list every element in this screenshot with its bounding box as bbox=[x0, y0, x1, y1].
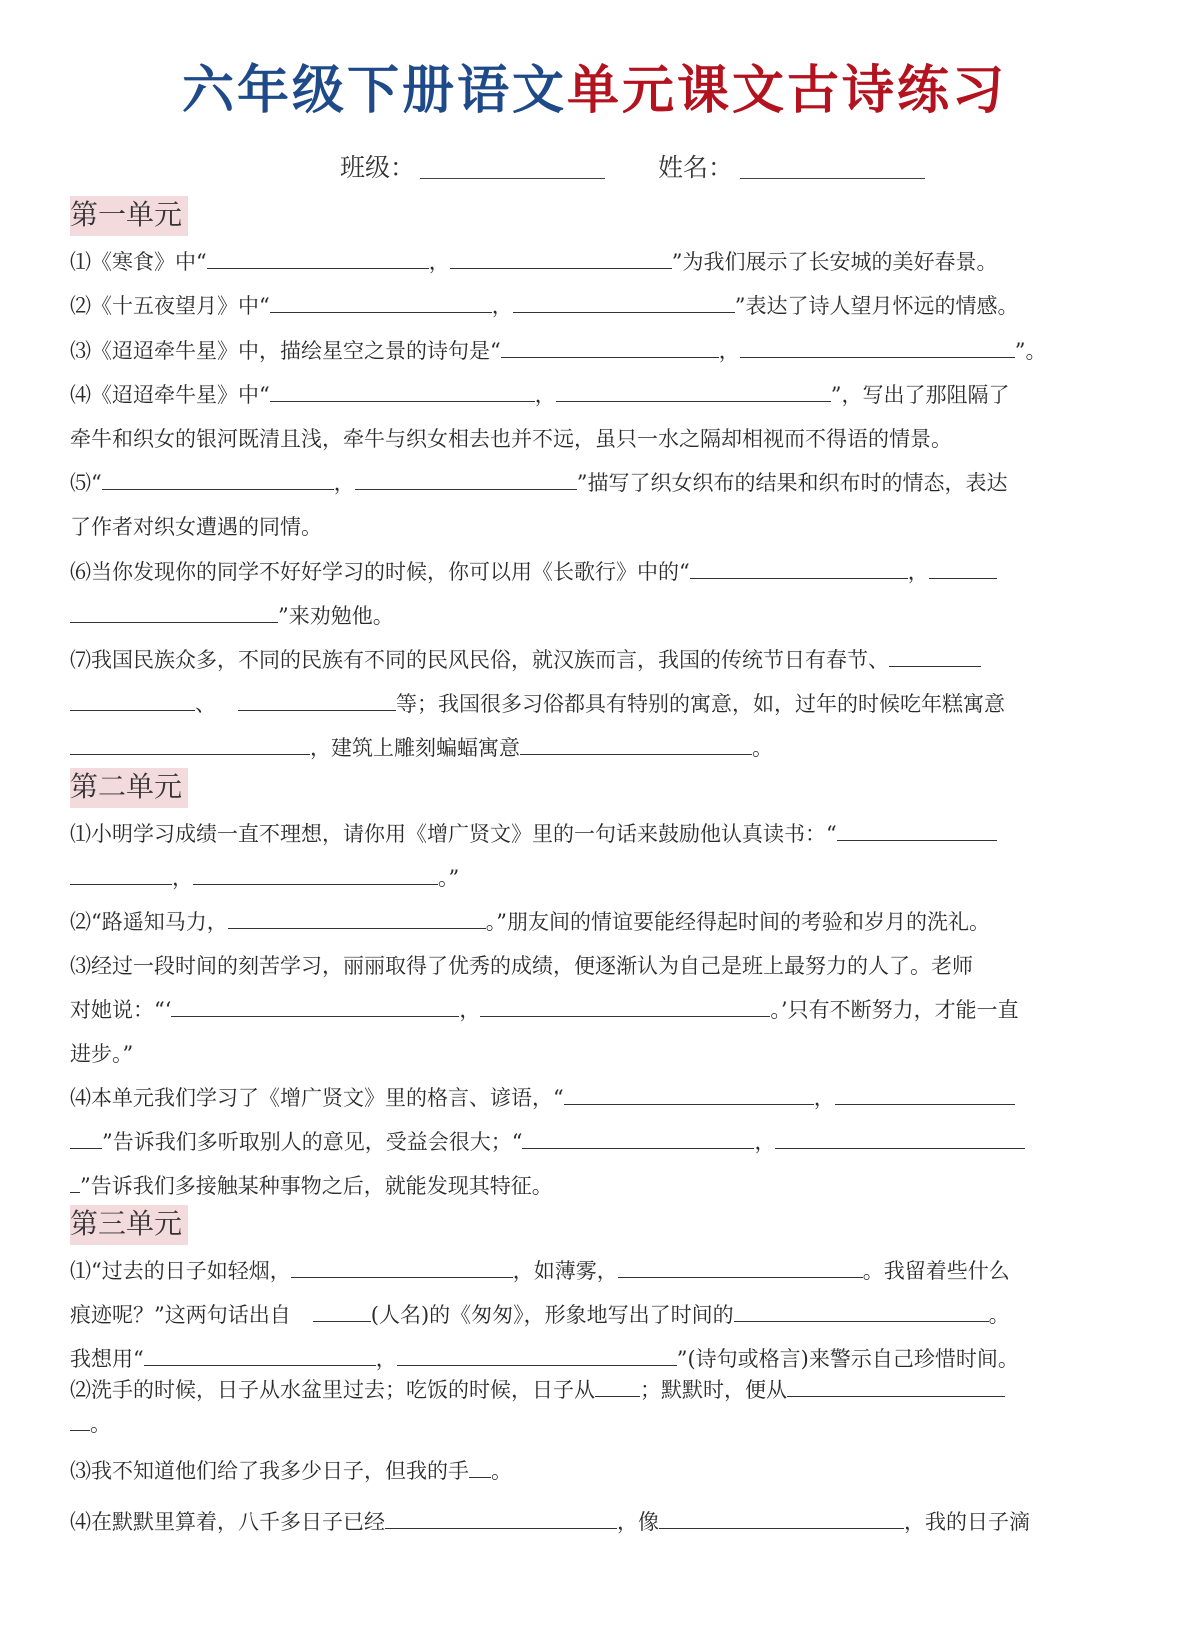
answer-blank[interactable] bbox=[70, 864, 172, 885]
u2-q3-cont2: 进步。” bbox=[70, 1042, 134, 1066]
u1-q4: ⑷《迢迢牵牛星》中“ ， ”，写出了那阻隔了 bbox=[70, 383, 1010, 407]
class-field[interactable] bbox=[420, 178, 605, 179]
answer-blank[interactable] bbox=[207, 248, 429, 269]
answer-blank[interactable] bbox=[740, 337, 1015, 358]
u1-q7: ⑺我国民族众多，不同的民族有不同的民风民俗，就汉族而言，我国的传统节日有春节、 bbox=[70, 646, 981, 674]
u2-q3-cont: 对她说：“‘ ， 。’只有不断努力，才能一直 bbox=[70, 998, 1019, 1022]
u3-q2: ⑵洗手的时候，日子从水盆里过去；吃饭的时候，日子从 ；默默时，便从 bbox=[70, 1376, 1005, 1404]
answer-blank[interactable] bbox=[270, 292, 492, 313]
answer-blank[interactable] bbox=[835, 1084, 1015, 1105]
answer-blank[interactable] bbox=[144, 1345, 376, 1366]
answer-blank[interactable] bbox=[522, 1128, 754, 1149]
answer-blank[interactable] bbox=[270, 381, 535, 402]
answer-blank[interactable] bbox=[618, 1257, 863, 1278]
u1-q7-cont: 、 等；我国很多习俗都具有特别的寓意，如，过年的时候吃年糕寓意 bbox=[70, 690, 1005, 718]
answer-blank[interactable] bbox=[450, 248, 672, 269]
u1-q4-cont: 牵牛和织女的银河既清且浅，牵牛与织女相去也并不远，虽只一水之隔却相视而不得语的情景。 bbox=[70, 427, 952, 451]
answer-blank[interactable] bbox=[70, 690, 195, 711]
u1-q5-cont: 了作者对织女遭遇的同情。 bbox=[70, 515, 322, 539]
u2-q1-cont: ， 。” bbox=[70, 864, 459, 892]
answer-blank[interactable] bbox=[193, 864, 438, 885]
answer-blank[interactable] bbox=[355, 469, 577, 490]
answer-blank[interactable] bbox=[520, 734, 752, 755]
u1-q1: ⑴《寒食》中“ ， ”为我们展示了长安城的美好春景。 bbox=[70, 250, 998, 274]
u3-q3: ⑶我不知道他们给了我多少日子，但我的手 。 bbox=[70, 1459, 512, 1483]
answer-blank[interactable] bbox=[171, 996, 459, 1017]
answer-blank[interactable] bbox=[102, 469, 334, 490]
u2-q2: ⑵“路遥知马力， 。”朋友间的情谊要能经得起时间的考验和岁月的洗礼。 bbox=[70, 910, 990, 934]
answer-blank[interactable] bbox=[564, 1084, 814, 1105]
answer-blank[interactable] bbox=[70, 1410, 90, 1431]
name-field[interactable] bbox=[740, 178, 925, 179]
answer-blank[interactable] bbox=[70, 602, 278, 623]
u1-q7-cont2: ，建筑上雕刻蝙蝠寓意 。 bbox=[70, 734, 773, 762]
u2-q1: ⑴小明学习成绩一直不理想，请你用《增广贤文》里的一句话来鼓励他认真读书：“ bbox=[70, 820, 997, 848]
answer-blank[interactable] bbox=[501, 337, 719, 358]
answer-blank[interactable] bbox=[385, 1508, 617, 1529]
u1-q6: ⑹当你发现你的同学不好好学习的时候，你可以用《长歌行》中的“ ， bbox=[70, 558, 997, 586]
answer-blank[interactable] bbox=[70, 1128, 102, 1149]
answer-blank[interactable] bbox=[929, 558, 997, 579]
name-label: 姓名： bbox=[658, 153, 734, 182]
u3-q4: ⑷在默默里算着，八千多日子已经 ，像 ，我的日子滴 bbox=[70, 1510, 1030, 1534]
page-title bbox=[0, 48, 1189, 123]
answer-blank[interactable] bbox=[480, 996, 770, 1017]
u2-q4-cont2: ”告诉我们多接触某种事物之后，就能发现其特征。 bbox=[70, 1172, 553, 1200]
section-heading-unit3: 第三单元 bbox=[70, 1205, 188, 1245]
u3-q1-cont2: 我想用“ ， ”(诗句或格言)来警示自己珍惜时间。 bbox=[70, 1347, 1019, 1371]
answer-blank[interactable] bbox=[313, 1301, 371, 1322]
u2-q4-cont: ”告诉我们多听取别人的意见，受益会很大；“ ， bbox=[70, 1128, 1025, 1156]
section-heading-unit2: 第二单元 bbox=[70, 768, 188, 808]
answer-blank[interactable] bbox=[513, 292, 735, 313]
u1-q5: ⑸“ ， ”描写了织女织布的结果和织布时的情态，表达 bbox=[70, 471, 1008, 495]
u3-q1: ⑴“过去的日子如轻烟， ，如薄雾， 。我留着些什么 bbox=[70, 1259, 1010, 1283]
u2-q3: ⑶经过一段时间的刻苦学习，丽丽取得了优秀的成绩，便逐渐认为自己是班上最努力的人了。老师 bbox=[70, 954, 973, 978]
answer-blank[interactable] bbox=[595, 1376, 640, 1397]
answer-blank[interactable] bbox=[787, 1376, 1005, 1397]
u3-q1-cont: 痕迹呢？”这两句话出自 (人名)的《匆匆》，形象地写出了时间的 。 bbox=[70, 1303, 1010, 1327]
u1-q3: ⑶《迢迢牵牛星》中，描绘星空之景的诗句是“ ， ”。 bbox=[70, 339, 1047, 363]
answer-blank[interactable] bbox=[228, 908, 486, 929]
class-label: 班级： bbox=[340, 153, 416, 182]
title-part2: 单元课文古诗练习 bbox=[567, 61, 1008, 121]
answer-blank[interactable] bbox=[70, 1172, 80, 1193]
u2-q4: ⑷本单元我们学习了《增广贤文》里的格言、谚语，“ ， bbox=[70, 1084, 1015, 1112]
u1-q2: ⑵《十五夜望月》中“ ， ”表达了诗人望月怀远的情感。 bbox=[70, 294, 1019, 318]
answer-blank[interactable] bbox=[690, 558, 908, 579]
answer-blank[interactable] bbox=[469, 1457, 491, 1478]
answer-blank[interactable] bbox=[837, 820, 997, 841]
answer-blank[interactable] bbox=[238, 690, 396, 711]
u1-q6-cont: ”来劝勉他。 bbox=[70, 602, 394, 630]
answer-blank[interactable] bbox=[291, 1257, 513, 1278]
u3-q2-cont: 。 bbox=[70, 1410, 111, 1438]
answer-blank[interactable] bbox=[659, 1508, 904, 1529]
title-part1: 六年级下册语文 bbox=[181, 61, 567, 121]
answer-blank[interactable] bbox=[556, 381, 831, 402]
answer-blank[interactable] bbox=[70, 734, 310, 755]
section-heading-unit1: 第一单元 bbox=[70, 196, 188, 236]
answer-blank[interactable] bbox=[734, 1301, 989, 1322]
answer-blank[interactable] bbox=[775, 1128, 1025, 1149]
answer-blank[interactable] bbox=[397, 1345, 677, 1366]
answer-blank[interactable] bbox=[889, 646, 981, 667]
